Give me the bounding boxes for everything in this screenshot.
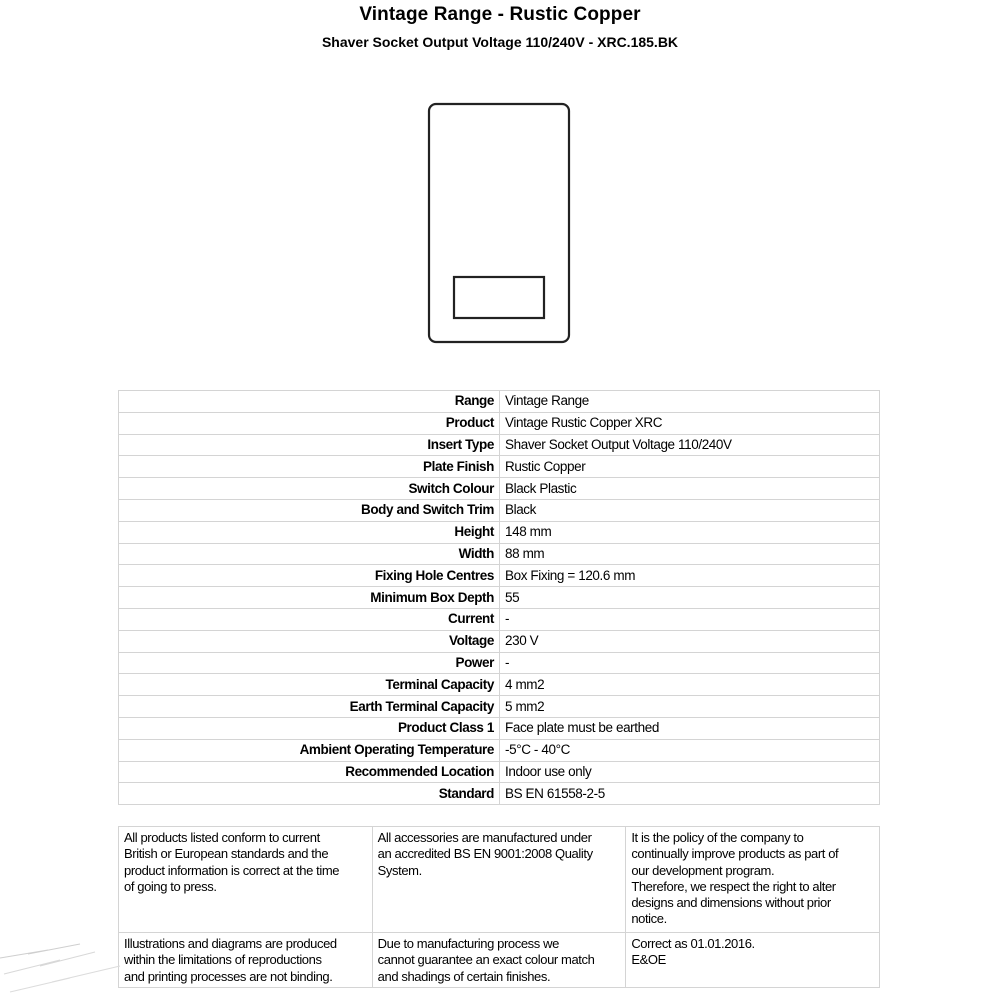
spec-row <box>119 717 880 739</box>
spec-value: Black <box>500 499 880 521</box>
spec-value: Box Fixing = 120.6 mm <box>500 565 880 587</box>
spec-value: 55 <box>500 587 880 609</box>
spec-value: Rustic Copper <box>500 456 880 478</box>
spec-value: Indoor use only <box>500 761 880 783</box>
spec-label: Terminal Capacity <box>119 674 500 696</box>
spec-row <box>119 565 880 587</box>
spec-label: Height <box>119 521 500 543</box>
spec-value: 5 mm2 <box>500 696 880 718</box>
spec-label: Product <box>119 412 500 434</box>
spec-row <box>119 783 880 805</box>
spec-label: Plate Finish <box>119 456 500 478</box>
spec-value: 148 mm <box>500 521 880 543</box>
spec-value: BS EN 61558-2-5 <box>500 783 880 805</box>
spec-row <box>119 434 880 456</box>
spec-row <box>119 587 880 609</box>
spec-row <box>119 456 880 478</box>
note-standards: All products listed conform to current British or European standards and the product information is correct at the time of going to press. <box>119 827 373 933</box>
notes-table <box>118 826 880 988</box>
spec-row <box>119 608 880 630</box>
spec-label: Ambient Operating Temperature <box>119 739 500 761</box>
note-accessories: All accessories are manufactured under an accredited BS EN 9001:2008 Quality System. <box>372 827 626 933</box>
spec-row <box>119 696 880 718</box>
spec-label: Insert Type <box>119 434 500 456</box>
spec-row <box>119 521 880 543</box>
spec-row <box>119 739 880 761</box>
spec-value: -5°C - 40°C <box>500 739 880 761</box>
spec-label: Power <box>119 652 500 674</box>
page-subtitle: Shaver Socket Output Voltage 110/240V - XRC.185.BK <box>321 34 679 50</box>
note-correct-as: Correct as 01.01.2016. E&OE <box>626 933 880 988</box>
spec-value: Vintage Range <box>500 391 880 413</box>
face-plate-outline <box>429 104 569 342</box>
spec-row <box>119 761 880 783</box>
spec-row <box>119 478 880 500</box>
spec-value: - <box>500 608 880 630</box>
spec-label: Recommended Location <box>119 761 500 783</box>
shaver-outlet-slot <box>454 277 544 318</box>
spec-value: Black Plastic <box>500 478 880 500</box>
spec-row <box>119 412 880 434</box>
spec-label: Width <box>119 543 500 565</box>
spec-row <box>119 652 880 674</box>
spec-row <box>119 674 880 696</box>
spec-value: Vintage Rustic Copper XRC <box>500 412 880 434</box>
spec-label: Switch Colour <box>119 478 500 500</box>
note-policy: It is the policy of the company to continually improve products as part of our development program. Therefore, we respect the right to alter designs and dimensions without prior notice. <box>626 827 880 933</box>
spec-label: Standard <box>119 783 500 805</box>
spec-value: Face plate must be earthed <box>500 717 880 739</box>
spec-row <box>119 543 880 565</box>
note-illustrations: Illustrations and diagrams are produced within the limitations of reproductions and printing processes are not binding. <box>119 933 373 988</box>
spec-label: Range <box>119 391 500 413</box>
spec-value: 230 V <box>500 630 880 652</box>
spec-label: Current <box>119 608 500 630</box>
spec-label: Voltage <box>119 630 500 652</box>
spec-value: 4 mm2 <box>500 674 880 696</box>
spec-label: Earth Terminal Capacity <box>119 696 500 718</box>
page-title: Vintage Range - Rustic Copper <box>359 4 641 25</box>
spec-label: Body and Switch Trim <box>119 499 500 521</box>
spec-value: - <box>500 652 880 674</box>
spec-label: Product Class 1 <box>119 717 500 739</box>
spec-value: Shaver Socket Output Voltage 110/240V <box>500 434 880 456</box>
spec-label: Minimum Box Depth <box>119 587 500 609</box>
decorative-sketch-lines <box>0 930 150 1000</box>
spec-row <box>119 630 880 652</box>
spec-row <box>119 499 880 521</box>
spec-label: Fixing Hole Centres <box>119 565 500 587</box>
spec-row <box>119 391 880 413</box>
spec-value: 88 mm <box>500 543 880 565</box>
note-colour-match: Due to manufacturing process we cannot guarantee an exact colour match and shadings of certain finishes. <box>372 933 626 988</box>
specifications-table <box>118 390 880 805</box>
shaver-socket-drawing <box>420 95 580 350</box>
